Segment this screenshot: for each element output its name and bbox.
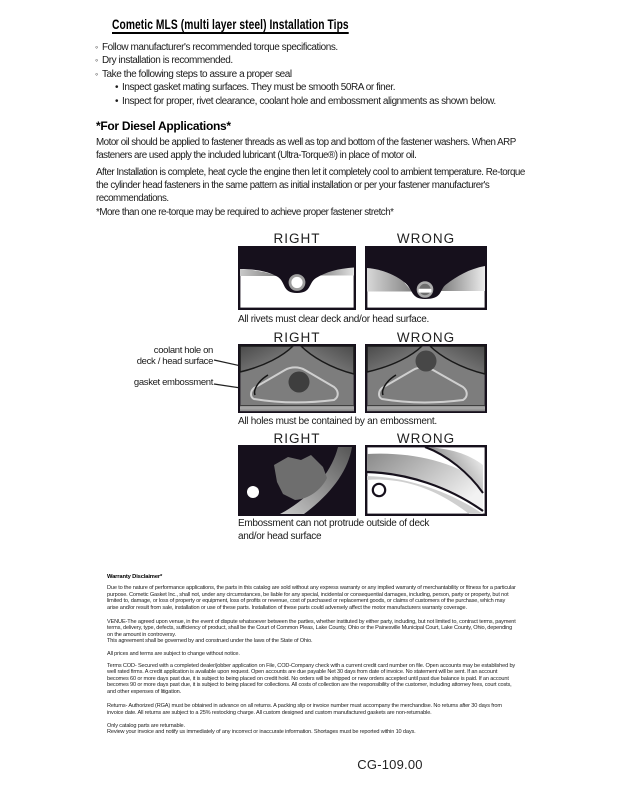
bullet-icon: ◦ [95,55,98,66]
bullet-icon: • [115,82,119,94]
layer-band [240,410,354,412]
rivet-wrong-diagram [365,246,487,310]
rivet-icon [290,276,304,290]
gasket-embossment-label: gasket embossment [133,377,213,388]
warranty-venue: VENUE-The agreed upon venue, in the event of dispute whatsoever between the parties, whether instituted by either party, including, but not limited to, contract terms, payment terms, delivery, type, defects, sufficiency of product, shall be the Court of Common Pleas, Lake County, Ohio or the Painesville Municipal Court, Lake County, Ohio, depending on the amount in controversy. [107,619,516,638]
warranty-review: Review your invoice and notify us immediately of any incorrect or inaccurate information. Shortages must be reported within 10 days. [107,729,416,736]
row1-wrong-label: WRONG [396,231,456,246]
warranty-heading: Warranty Disclaimer* [107,574,163,580]
embossment-wrong-diagram [365,445,487,516]
coolant-hole [416,351,437,372]
warranty-disclaimer [107,574,516,736]
list-item [95,41,535,54]
diesel-paragraph-2: After Installation is complete, heat cycle the engine then let it completely cool to ambient temperature. Re-torque the cylinder head fasteners in the same pattern as initial installation or per your fastener manufacturer's recommendations. [96,167,525,205]
diesel-paragraph-1: Motor oil should be applied to fastener threads as well as top and bottom of the fastener washers. When ARP fasteners are used apply the included lubricant (Ultra-Torque®) in place of motor oil. [96,137,516,162]
row3-caption: Embossment can not protrude outside of deck and/or head surface [238,518,430,542]
tip-text: Take the following steps to assure a proper seal [102,68,292,80]
coolant-hole [289,372,310,393]
row2-right-label: RIGHT [273,330,321,345]
embossment-right-diagram [238,445,356,516]
bullet-icon: ◦ [95,42,98,52]
warranty-liability: Due to the nature of performance applications, the parts in this catalog are sold without any express warranty or any implied warranty of merchantability or fitness for a particular purpose. Cometic Gasket Inc., shall not, under any circumstances, be liable for any special, incidental or consequential damages, including, person, party or property, but not limited to, damage, or loss of property or equipment, loss of profits or revenue, cost of purchased or replacement goods, or claims of customers of the purchase, which may arise and/or result from sale, installation or use of these parts. Installation of these parts could adversely affect the motor manufacturers warranty coverage. [107,585,516,611]
warranty-returns: Returns- Authorized (RGA) must be obtained in advance on all returns. A packing slip or invoice number must accompany the merchandise. No returns after 30 days from invoice date. All returns are subject to a 25% restocking charge. All custom designed and custom manufactured gaskets are non-returnable. [107,703,502,716]
bolt-hole [247,486,259,498]
deck-line-through-rivet [419,289,432,293]
coolant-wrong-diagram [365,344,487,413]
warranty-prices: All prices and terms are subject to change without notice. [107,650,240,657]
bullet-icon: • [115,95,119,107]
layer-band [367,406,485,409]
row2-wrong-label: WRONG [396,330,456,345]
coolant-hole-label: coolant hole on deck / head surface [136,345,213,367]
coolant-right-diagram [238,344,356,413]
tip-text: Follow manufacturer's recommended torque specifications. [102,42,338,53]
warranty-terms: Terms COD- Secured with a completed dealer/jobber application on File, COD-Company check with a current credit card number on file. Open accounts may be established by well rated firms. A credit application is available upon request. Open accounts are due payable Net 30 days from date of invoice. No statement will be sent. If an account becomes 60 or more days past due, it is subject to being placed on credit hold. No orders will be shipped or new orders accepted until past due balance is paid. If an account becomes 90 or more days past due, it is subject to being placed for collections. All costs of collection are the responsibility of the customer, including attorney fees, court costs, and other expenses of litigation. [107,663,516,695]
row1-right-label: RIGHT [273,231,321,246]
tip-text: Dry installation is recommended. [102,55,233,67]
row1-caption: All rivets must clear deck and/or head surface. [238,314,429,325]
retorque-note: *More than one re-torque may be required to achieve proper fastener stretch* [96,207,394,218]
row3-right-label: RIGHT [273,431,321,446]
rivet-right-diagram [238,246,356,310]
tip-text: Inspect gasket mating surfaces. They must be smooth 50RA or finer. [122,82,396,94]
warranty-governing-law: This agreement shall be governed by and construed under the laws of the State of Ohio. [107,638,313,645]
row2-caption: All holes must be contained by an embossment. [238,416,437,427]
warranty-returnable: Only catalog parts are returnable. [107,722,185,729]
tips-list [95,41,535,108]
tip-text: Inspect for proper, rivet clearance, coolant hole and embossment alignments as shown below. [122,95,496,107]
list-item [95,54,535,67]
list-item [95,95,535,108]
layer-band [240,406,354,409]
bullet-icon: ◦ [95,68,98,79]
page-code: CG-109.00 [357,757,423,772]
layer-band [367,410,485,412]
bolt-hole [373,484,385,496]
list-item [95,81,535,94]
row3-wrong-label: WRONG [396,431,456,446]
page-title: Cometic MLS (multi layer steel) Installation Tips [112,17,349,32]
list-item [95,68,535,81]
diesel-heading: *For Diesel Applications* [96,119,231,133]
